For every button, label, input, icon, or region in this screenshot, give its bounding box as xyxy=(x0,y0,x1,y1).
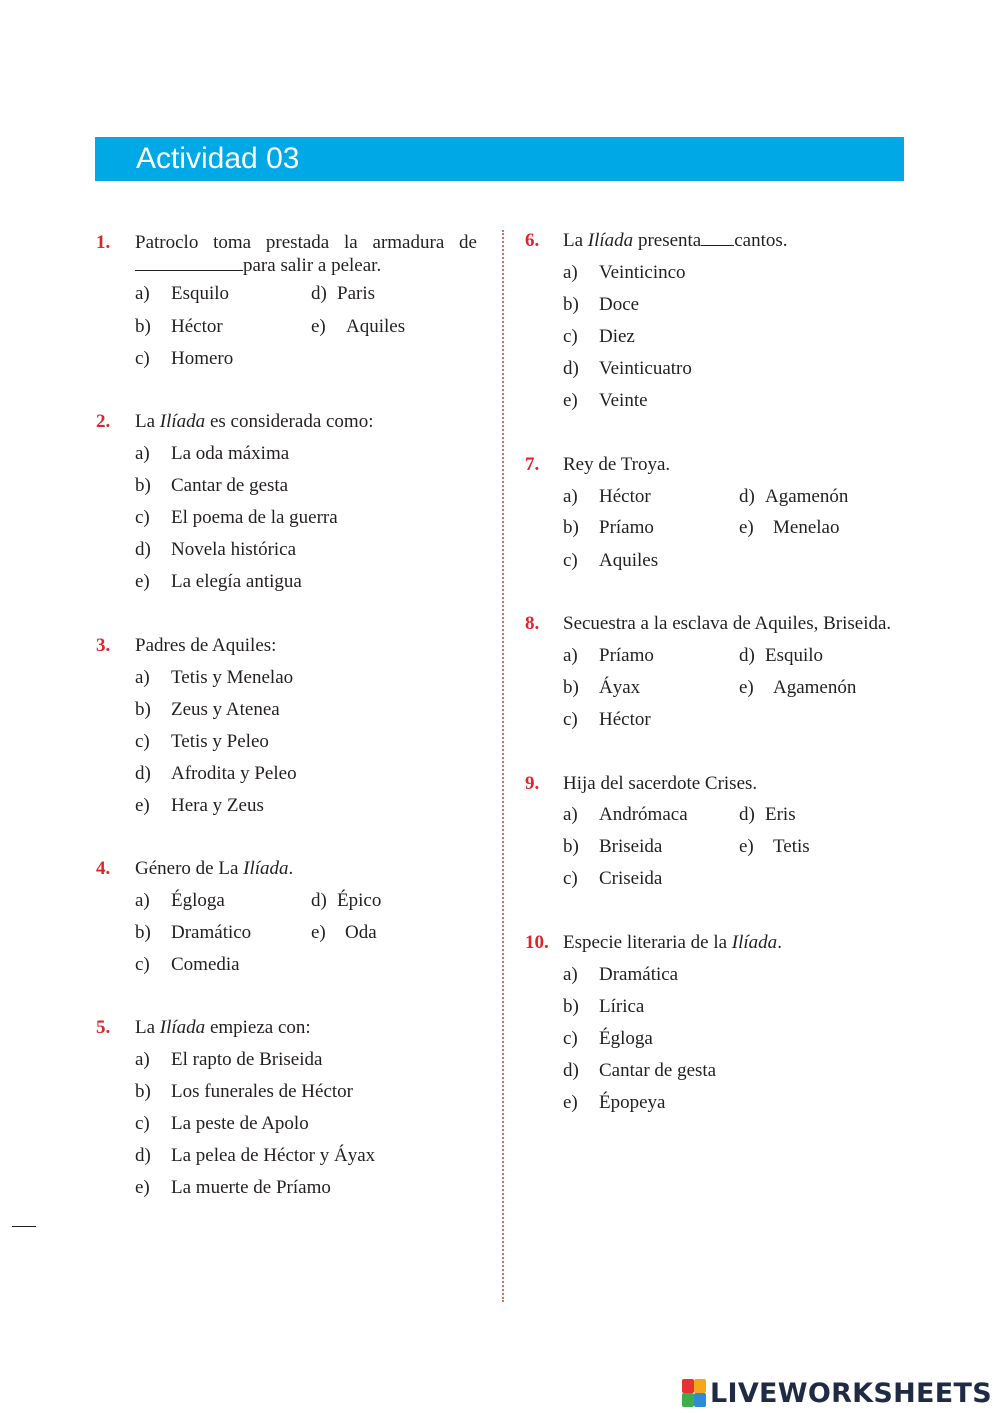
option[interactable]: d) Eris xyxy=(739,804,796,825)
question-text: La Ilíada es considerada como: xyxy=(135,411,374,432)
column-divider xyxy=(502,230,504,1302)
question-number: 9. xyxy=(525,773,540,794)
option[interactable]: a) Andrómaca xyxy=(563,804,688,825)
question-text: Padres de Aquiles: xyxy=(135,635,277,656)
option[interactable]: c) Héctor xyxy=(563,709,651,730)
option[interactable]: b) Los funerales de Héctor xyxy=(135,1081,354,1102)
option[interactable]: a) El rapto de Briseida xyxy=(135,1049,323,1070)
option[interactable]: c) Tetis y Peleo xyxy=(135,731,269,752)
activity-banner xyxy=(95,137,904,181)
option[interactable]: d) Esquilo xyxy=(739,645,824,666)
option[interactable]: a) Esquilo xyxy=(135,283,230,304)
option[interactable]: d) Veinticuatro xyxy=(563,358,692,379)
question-number: 6. xyxy=(525,230,540,251)
option[interactable]: e) Agamenón xyxy=(739,677,857,698)
option[interactable]: c) Criseida xyxy=(563,868,663,889)
option[interactable]: d) Épico xyxy=(311,890,382,911)
option[interactable]: a) Dramática xyxy=(563,964,679,985)
option[interactable]: a) Héctor xyxy=(563,486,651,507)
option[interactable]: a) Príamo xyxy=(563,645,654,666)
liveworksheets-logo xyxy=(682,1375,992,1411)
option[interactable]: a) Égloga xyxy=(135,890,225,911)
question-number: 10. xyxy=(525,932,549,953)
option[interactable]: c) Aquiles xyxy=(563,550,659,571)
question-number: 4. xyxy=(96,858,111,879)
option[interactable]: b) Dramático xyxy=(135,922,252,943)
question-number: 5. xyxy=(96,1017,111,1038)
logo-text: LIVEWORKSHEETS xyxy=(709,1377,992,1409)
option[interactable]: b) Zeus y Atenea xyxy=(135,699,280,720)
option[interactable]: c) Égloga xyxy=(563,1028,653,1049)
option[interactable]: c) Homero xyxy=(135,348,234,369)
option[interactable]: d) Cantar de gesta xyxy=(563,1060,717,1081)
option[interactable]: e) La elegía antigua xyxy=(135,571,302,592)
question-number: 7. xyxy=(525,454,540,475)
liveworksheets-logo-icon xyxy=(682,1379,706,1407)
option[interactable]: e) Épopeya xyxy=(563,1092,666,1113)
page-title: Actividad 03 xyxy=(136,142,300,175)
option[interactable]: c) Diez xyxy=(563,326,635,347)
question-text: La Ilíada presenta cantos. xyxy=(563,230,788,251)
option[interactable]: a) Tetis y Menelao xyxy=(135,667,294,688)
option[interactable]: c) Comedia xyxy=(135,954,240,975)
option[interactable]: c) La peste de Apolo xyxy=(135,1113,309,1134)
option[interactable]: b) Doce xyxy=(563,294,640,315)
question-text: Rey de Troya. xyxy=(563,454,671,475)
option[interactable]: d) Paris xyxy=(311,283,375,304)
option[interactable]: d) Afrodita y Peleo xyxy=(135,763,297,784)
option[interactable]: b) Príamo xyxy=(563,517,654,538)
question-text: Especie literaria de la Ilíada. xyxy=(563,932,782,953)
option[interactable]: e) Aquiles xyxy=(311,316,406,337)
option[interactable]: d) Agamenón xyxy=(739,486,849,507)
option[interactable]: d) La pelea de Héctor y Áyax xyxy=(135,1145,376,1166)
question-text: Género de La Ilíada. xyxy=(135,858,294,879)
option[interactable]: e) Veinte xyxy=(563,390,648,411)
answer-blank[interactable] xyxy=(701,229,734,246)
margin-rule xyxy=(12,1226,36,1227)
option[interactable]: b) Lírica xyxy=(563,996,645,1017)
option[interactable]: e) Menelao xyxy=(739,517,840,538)
option[interactable]: b) Héctor xyxy=(135,316,223,337)
question-text: Secuestra a la esclava de Aquiles, Briseida. xyxy=(563,613,892,634)
question-text: Hija del sacerdote Crises. xyxy=(563,773,758,794)
option[interactable]: a) La oda máxima xyxy=(135,443,290,464)
question-text: Patroclo toma prestada la armadura depara salir a pelear. xyxy=(135,232,477,276)
question-number: 3. xyxy=(96,635,111,656)
option[interactable]: b) Áyax xyxy=(563,677,641,698)
option[interactable]: b) Briseida xyxy=(563,836,663,857)
question-number: 8. xyxy=(525,613,540,634)
option[interactable]: e) Tetis xyxy=(739,836,810,857)
option[interactable]: e) Hera y Zeus xyxy=(135,795,264,816)
option[interactable]: e) La muerte de Príamo xyxy=(135,1177,331,1198)
question-text: La Ilíada empieza con: xyxy=(135,1017,311,1038)
question-number: 2. xyxy=(96,411,111,432)
option[interactable]: d) Novela histórica xyxy=(135,539,297,560)
question-number: 1. xyxy=(96,232,111,253)
option[interactable]: b) Cantar de gesta xyxy=(135,475,289,496)
answer-blank[interactable] xyxy=(135,254,243,271)
option[interactable]: a) Veinticinco xyxy=(563,262,686,283)
option[interactable]: e) Oda xyxy=(311,922,377,943)
option[interactable]: c) El poema de la guerra xyxy=(135,507,338,528)
